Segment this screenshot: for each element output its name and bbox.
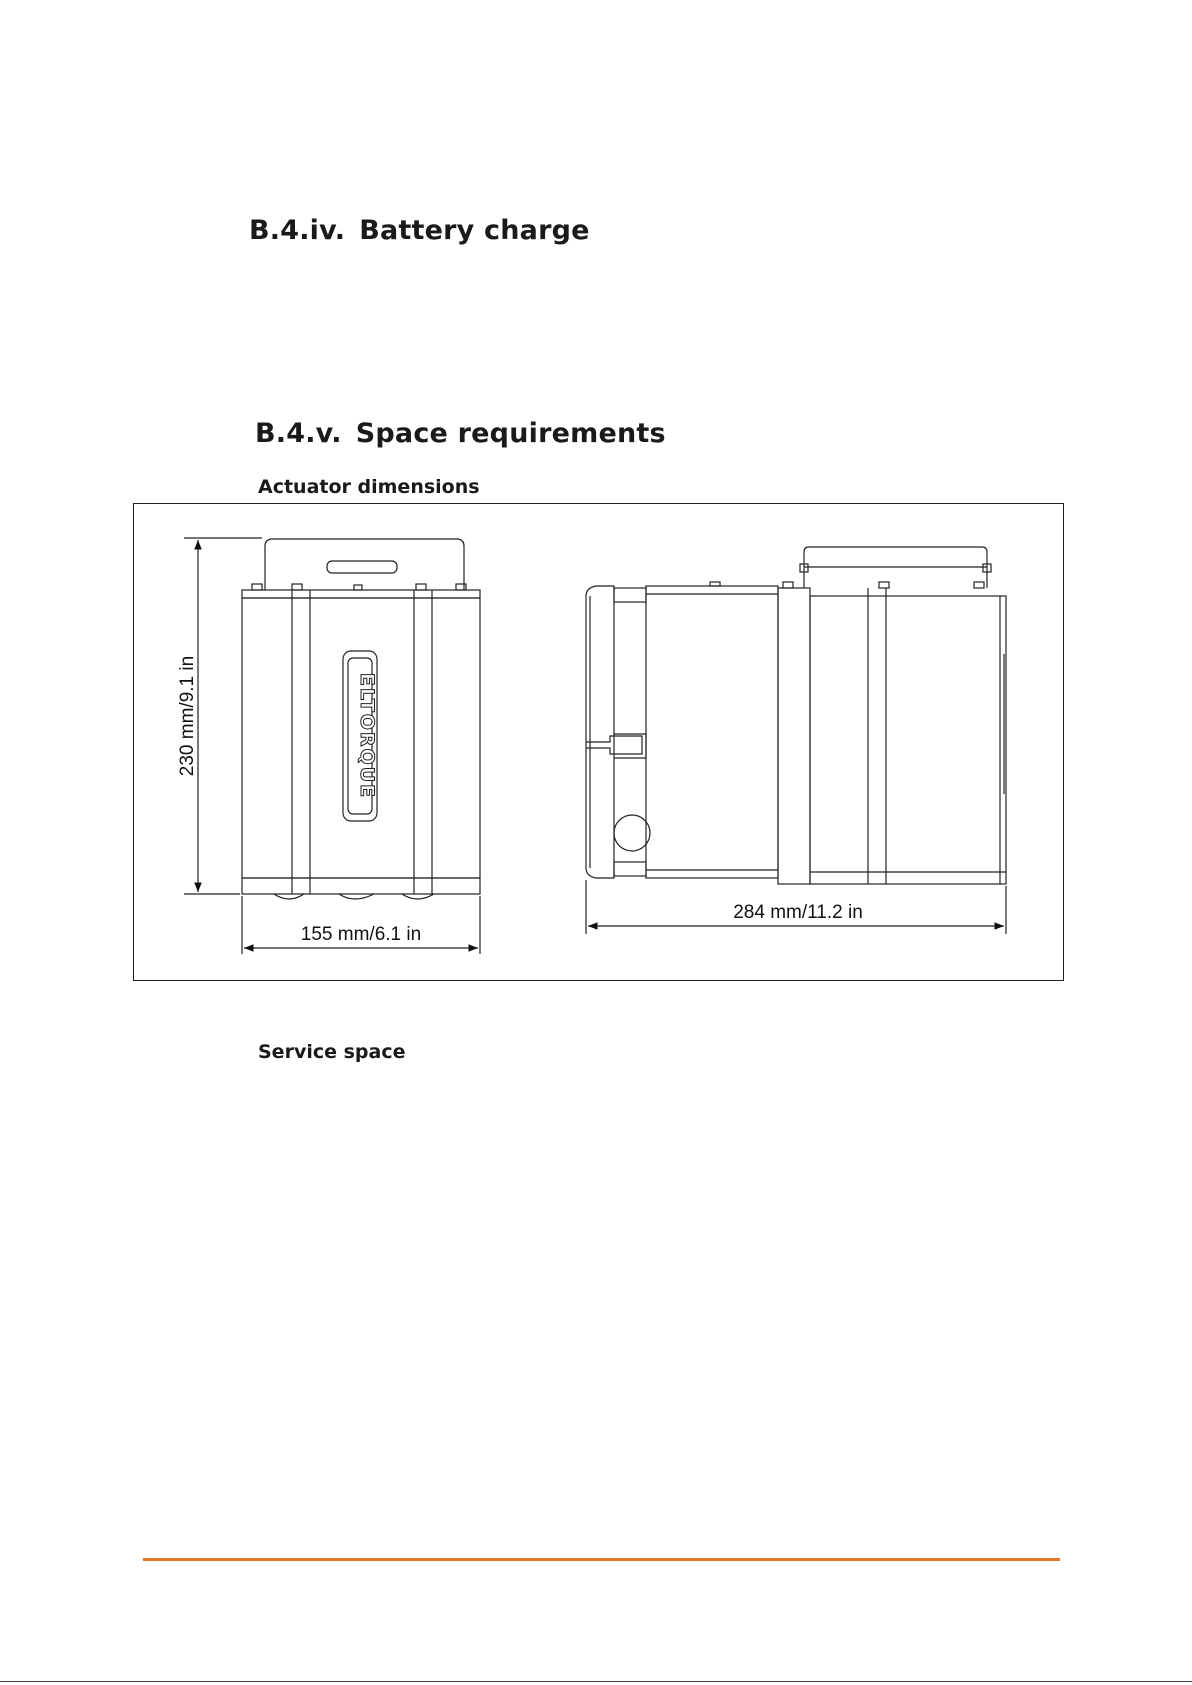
section-title: Battery charge xyxy=(359,215,590,246)
actuator-dimensions-figure xyxy=(133,503,1064,981)
section-heading-space-requirements xyxy=(255,418,666,449)
section-number: B.4.iv. xyxy=(249,215,346,246)
actuator-drawing xyxy=(134,504,1065,982)
logo-text: ELTORQUE xyxy=(356,672,378,800)
section-number: B.4.v. xyxy=(255,418,342,449)
width-dimension-label: 155 mm/6.1 in xyxy=(300,924,422,945)
subheading-service-space: Service space xyxy=(258,1041,406,1063)
side-view xyxy=(586,547,1006,884)
subheading-actuator-dimensions: Actuator dimensions xyxy=(258,476,480,498)
height-dimension-label: 230 mm/9.1 in xyxy=(177,655,198,777)
section-heading-battery-charge xyxy=(249,215,590,246)
section-title: Space requirements xyxy=(355,418,666,449)
footer-divider xyxy=(143,1558,1060,1561)
length-dimension-label: 284 mm/11.2 in xyxy=(733,902,863,923)
page-edge-line xyxy=(0,1681,1192,1682)
